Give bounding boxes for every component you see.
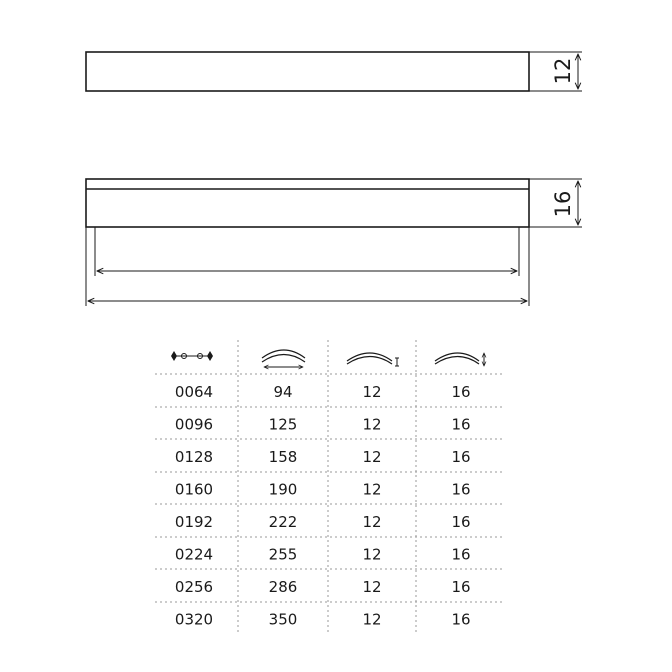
width-cell: 12 [362,513,382,531]
table-row [175,546,471,564]
table-row [175,481,471,499]
handle-width-icon [347,353,399,366]
hole-spacing-icon [171,351,213,361]
height-cell: 16 [451,383,471,401]
hole-spacing-cell: 0160 [174,480,214,499]
length-cell: 255 [268,545,298,564]
hole-spacing-cell: 0320 [174,610,214,629]
height-cell: 16 [451,480,471,499]
length-cell: 94 [273,383,293,401]
width-cell: 12 [362,448,382,466]
length-cell: 222 [268,513,298,531]
table-row [175,578,471,596]
hole-spacing-cell: 0224 [174,545,214,564]
height-cell: 16 [451,578,471,596]
height-cell: 16 [451,545,471,564]
side-view-height-label: 16 [551,190,575,218]
hole-spacing-cell: 0096 [174,415,214,434]
handle-length-icon [262,350,305,367]
table-row [175,383,471,401]
table-row [175,448,471,466]
width-cell: 12 [362,383,382,401]
length-cell: 190 [268,480,298,499]
height-cell: 16 [451,610,471,629]
handle-side-view [86,179,582,306]
width-cell: 12 [362,578,382,596]
length-cell: 350 [268,610,298,629]
hole-spacing-cell: 0192 [174,513,214,531]
top-view-height-label: 12 [551,57,575,85]
width-cell: 12 [362,610,382,629]
height-cell: 16 [451,513,471,531]
length-cell: 286 [268,578,298,596]
width-cell: 12 [362,415,382,434]
height-cell: 16 [451,415,471,434]
length-cell: 125 [268,415,298,434]
width-cell: 12 [362,480,382,499]
table-row [175,416,471,434]
hole-spacing-cell: 0128 [174,448,214,466]
dimension-table [175,383,471,629]
handle-top-view [86,52,582,91]
hole-spacing-cell: 0064 [174,383,214,401]
height-cell: 16 [451,448,471,466]
width-cell: 12 [362,545,382,564]
table-row [175,513,471,531]
table-row [175,611,471,629]
hole-spacing-cell: 0256 [174,578,214,596]
handle-height-icon [435,353,484,366]
length-cell: 158 [268,448,298,466]
